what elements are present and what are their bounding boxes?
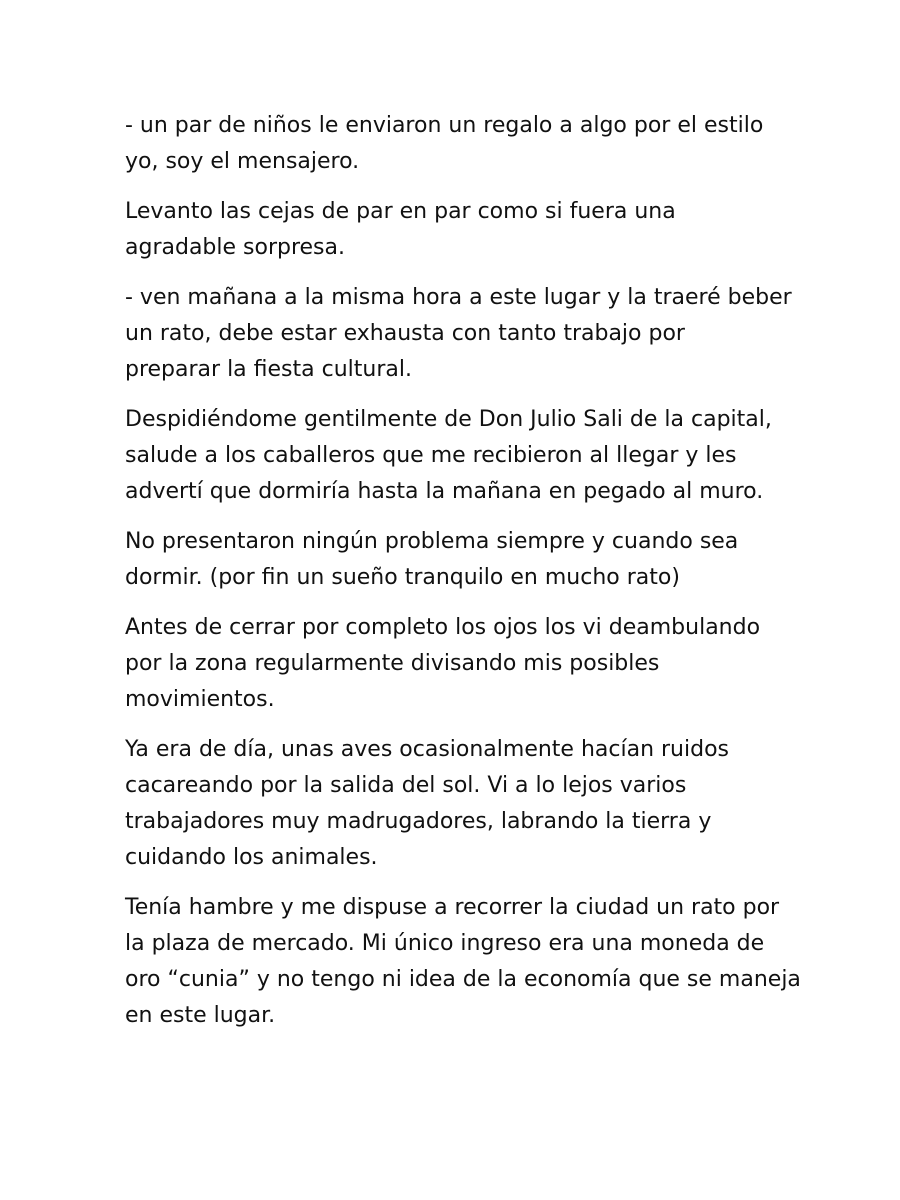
paragraph-line: yo, soy el mensajero. [125, 149, 360, 174]
paragraph-line: oro “cunia” y no tengo ni idea de la economía que se maneja [125, 967, 801, 992]
paragraph-line: trabajadores muy madrugadores, labrando la tierra y [125, 809, 712, 834]
paragraph-5 [125, 524, 805, 596]
paragraph-line: movimientos. [125, 687, 275, 712]
paragraph-4 [125, 402, 805, 510]
paragraph-8 [125, 890, 805, 1034]
paragraph-line: - un par de niños le enviaron un regalo a algo por el estilo [125, 113, 764, 138]
paragraph-6 [125, 610, 805, 718]
paragraph-line: salude a los caballeros que me recibieron al llegar y les [125, 443, 737, 468]
paragraph-line: Despidiéndome gentilmente de Don Julio Sali de la capital, [125, 407, 772, 432]
paragraph-line: Ya era de día, unas aves ocasionalmente hacían ruidos [125, 737, 730, 762]
paragraph-line: cuidando los animales. [125, 845, 378, 870]
paragraph-line: agradable sorpresa. [125, 235, 345, 260]
paragraph-line: Levanto las cejas de par en par como si fuera una [125, 199, 676, 224]
paragraph-3 [125, 280, 805, 388]
paragraph-line: - ven mañana a la misma hora a este lugar y la traeré beber [125, 285, 792, 310]
paragraph-line: No presentaron ningún problema siempre y cuando sea [125, 529, 739, 554]
paragraph-line: advertí que dormiría hasta la mañana en pegado al muro. [125, 479, 764, 504]
document-body [125, 108, 805, 1048]
paragraph-line: Tenía hambre y me dispuse a recorrer la ciudad un rato por [125, 895, 780, 920]
paragraph-2 [125, 194, 805, 266]
paragraph-line: preparar la fiesta cultural. [125, 357, 412, 382]
paragraph-line: la plaza de mercado. Mi único ingreso era una moneda de [125, 931, 765, 956]
paragraph-line: por la zona regularmente divisando mis posibles [125, 651, 660, 676]
paragraph-1 [125, 108, 805, 180]
paragraph-line: en este lugar. [125, 1003, 276, 1028]
paragraph-line: dormir. (por fin un sueño tranquilo en mucho rato) [125, 565, 680, 590]
paragraph-line: cacareando por la salida del sol. Vi a lo lejos varios [125, 773, 687, 798]
paragraph-line: Antes de cerrar por completo los ojos los vi deambulando [125, 615, 761, 640]
paragraph-line: un rato, debe estar exhausta con tanto trabajo por [125, 321, 685, 346]
paragraph-7 [125, 732, 805, 876]
